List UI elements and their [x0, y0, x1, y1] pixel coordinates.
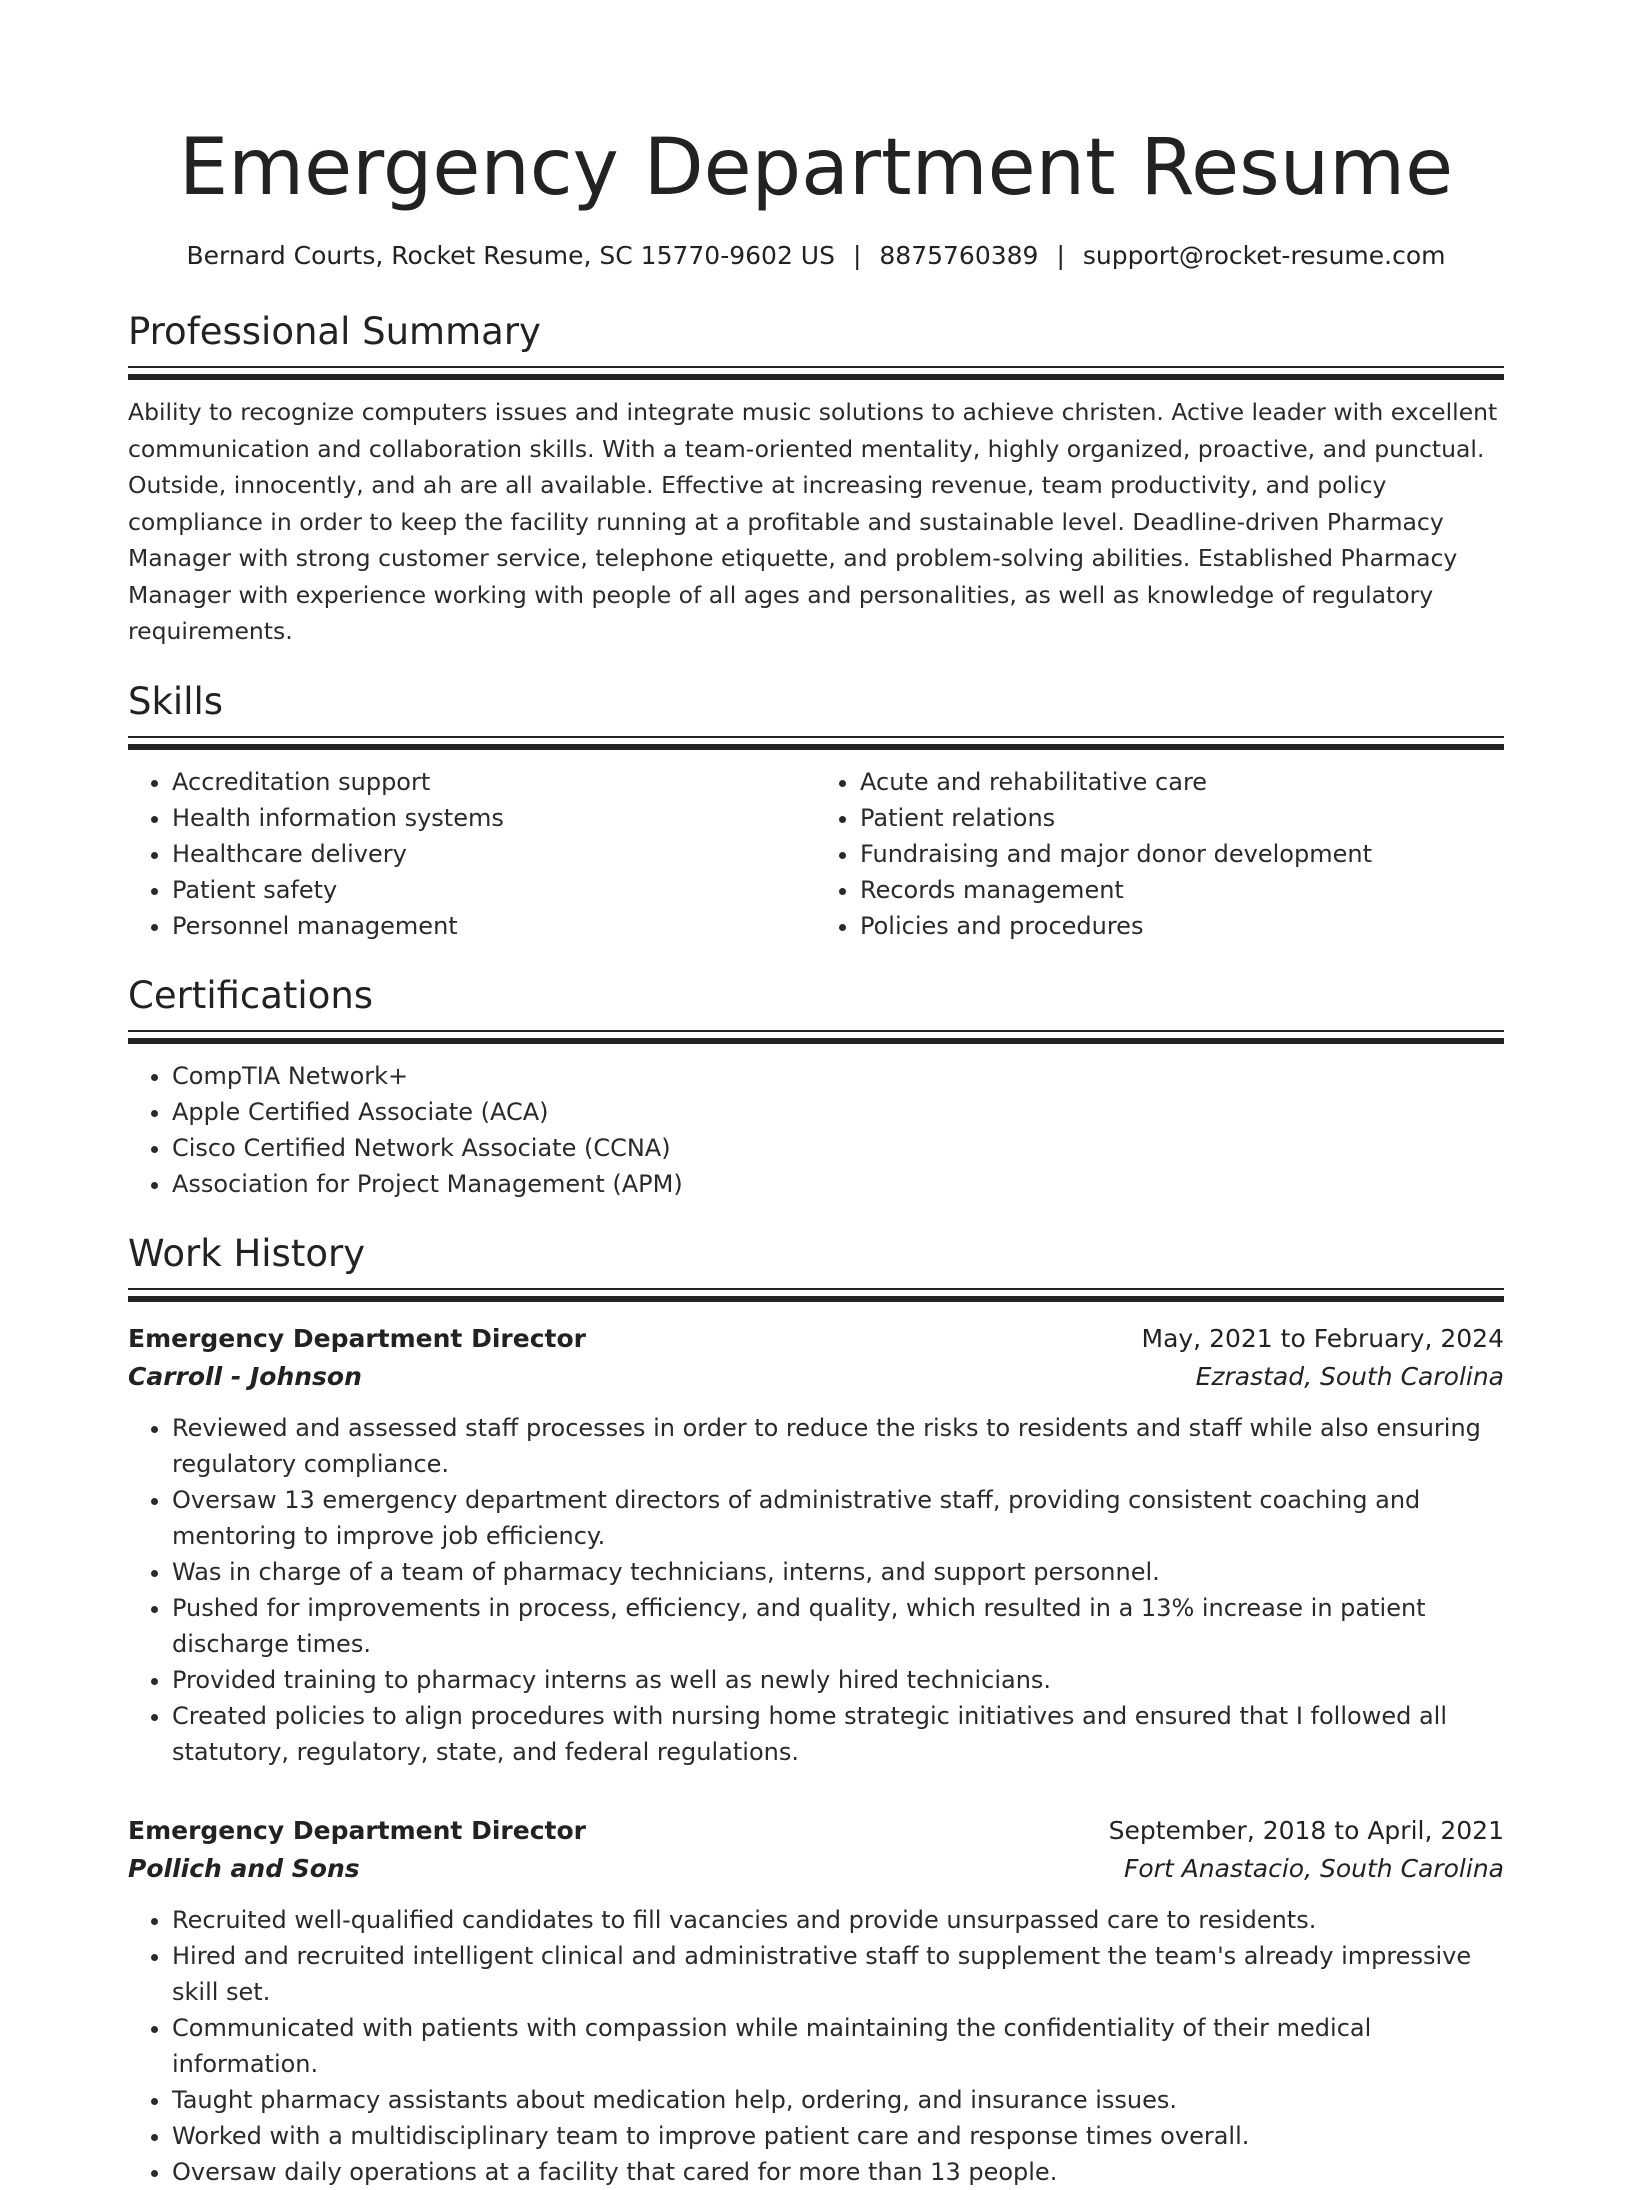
work-history-heading: Work History	[128, 1231, 366, 1275]
job-bullet: • Taught pharmacy assistants about medication help, ordering, and insurance issues.	[172, 2082, 1504, 2118]
certifications-section	[128, 974, 1504, 1202]
contact-email: support@rocket-resume.com	[1082, 241, 1446, 270]
job-title: Emergency Department Director	[128, 1815, 586, 1845]
resume-title: Emergency Department Resume	[178, 123, 1454, 213]
skill-item: • Records management	[860, 872, 1504, 908]
section-divider	[128, 736, 1504, 750]
skill-item: • Patient safety	[172, 872, 816, 908]
job-entry	[128, 1812, 1504, 2190]
job-bullet: • Provided training to pharmacy interns as well as newly hired technicians.	[172, 1662, 1504, 1698]
section-divider	[128, 366, 1504, 380]
contact-separator: |	[1056, 241, 1065, 270]
job-company: Pollich and Sons	[128, 1853, 360, 1883]
job-bullet: • Hired and recruited intelligent clinical and administrative staff to supplement the team's already impressive skill set.	[172, 1938, 1504, 2010]
job-dates: September, 2018 to April, 2021	[1108, 1815, 1504, 1845]
skill-item: • Fundraising and major donor development	[860, 836, 1504, 872]
skill-item: • Health information systems	[172, 800, 816, 836]
job-bullets	[128, 1902, 1504, 2190]
skill-item: • Personnel management	[172, 908, 816, 944]
certifications-list	[128, 1058, 1504, 1202]
contact-phone: 8875760389	[879, 241, 1039, 270]
job-company: Carroll - Johnson	[128, 1361, 362, 1391]
skills-section	[128, 680, 1504, 944]
job-bullet: • Pushed for improvements in process, efficiency, and quality, which resulted in a 13% increase in patient discharge times.	[172, 1590, 1504, 1662]
summary-heading: Professional Summary	[128, 310, 541, 353]
job-entry	[128, 1320, 1504, 1770]
contact-separator: |	[852, 241, 862, 270]
certifications-heading: Certifications	[128, 973, 374, 1017]
certification-item: • Association for Project Management (APM)	[172, 1166, 1504, 1202]
job-location: Ezrastad, South Carolina	[1195, 1361, 1504, 1391]
skill-item: • Healthcare delivery	[172, 836, 816, 872]
job-bullet: • Created policies to align procedures with nursing home strategic initiatives and ensured that I followed all statutory, regulatory, state, and federal regulations.	[172, 1698, 1504, 1770]
section-divider	[128, 1288, 1504, 1302]
skills-list-left	[128, 764, 816, 944]
summary-section	[128, 310, 1504, 650]
job-bullet: • Communicated with patients with compassion while maintaining the confidentiality of their medical information.	[172, 2010, 1504, 2082]
section-divider	[128, 1030, 1504, 1044]
skills-heading: Skills	[128, 679, 224, 723]
job-location: Fort Anastacio, South Carolina	[1123, 1853, 1504, 1883]
job-bullet: • Was in charge of a team of pharmacy technicians, interns, and support personnel.	[172, 1554, 1504, 1590]
skill-item: • Accreditation support	[172, 764, 816, 800]
certification-item: • Cisco Certified Network Associate (CCNA)	[172, 1130, 1504, 1166]
job-bullet: • Reviewed and assessed staff processes in order to reduce the risks to residents and staff while also ensuring regulatory compliance.	[172, 1410, 1504, 1482]
summary-text: Ability to recognize computers issues and integrate music solutions to achieve christen. Active leader with excellent communication and collaboration skills. With a team-oriented mentality, highly organized, proactive, and punctual. Outside, innocently, and ah are all available. Effective at increasing revenue, team productivity, and policy compliance in order to keep the facility running at a profitable and sustainable level. Deadline-driven Pharmacy Manager with strong customer service, telephone etiquette, and problem-solving abilities. Established Pharmacy Manager with experience working with people of all ages and personalities, as well as knowledge of regulatory requirements.	[128, 398, 1498, 645]
skill-item: • Patient relations	[860, 800, 1504, 836]
work-history-section	[128, 1232, 1504, 2190]
certification-item: • Apple Certified Associate (ACA)	[172, 1094, 1504, 1130]
skill-item: • Policies and procedures	[860, 908, 1504, 944]
skills-columns	[128, 764, 1504, 944]
skills-list-right	[816, 764, 1504, 944]
job-bullet: • Recruited well-qualified candidates to fill vacancies and provide unsurpassed care to residents.	[172, 1902, 1504, 1938]
skill-item: • Acute and rehabilitative care	[860, 764, 1504, 800]
job-title: Emergency Department Director	[128, 1323, 586, 1353]
certification-item: • CompTIA Network+	[172, 1058, 1504, 1094]
contact-line	[128, 240, 1504, 272]
job-bullet: • Oversaw daily operations at a facility that cared for more than 13 people.	[172, 2154, 1504, 2190]
job-bullet: • Worked with a multidisciplinary team to improve patient care and response times overall.	[172, 2118, 1504, 2154]
job-bullet: • Oversaw 13 emergency department directors of administrative staff, providing consistent coaching and mentoring to improve job efficiency.	[172, 1482, 1504, 1554]
job-dates: May, 2021 to February, 2024	[1141, 1323, 1504, 1353]
contact-address: Bernard Courts, Rocket Resume, SC 15770-9602 US	[186, 241, 835, 270]
job-bullets	[128, 1410, 1504, 1770]
